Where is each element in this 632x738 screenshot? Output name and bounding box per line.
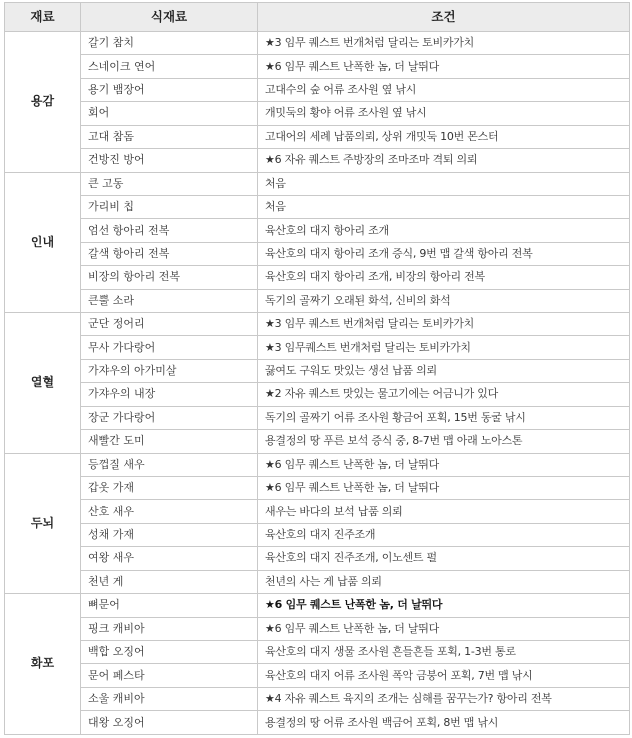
- ingredient-cell: 산호 새우: [81, 500, 258, 523]
- table-row: [5, 477, 630, 500]
- table-row: [5, 172, 630, 195]
- header-condition: 조건: [258, 3, 630, 32]
- table-row: [5, 453, 630, 476]
- condition-cell: 처음: [258, 172, 630, 195]
- ingredient-cell: 가리비 칩: [81, 195, 258, 218]
- header-category: 재료: [5, 3, 81, 32]
- table-row: [5, 640, 630, 663]
- condition-cell: 육산호의 대지 진주조개: [258, 523, 630, 546]
- table-row: [5, 313, 630, 336]
- condition-cell: 독기의 골짜기 어류 조사원 황금어 포획, 15번 동굴 낚시: [258, 406, 630, 429]
- category-cell: 열혈: [5, 313, 81, 454]
- ingredient-cell: 큰 고동: [81, 172, 258, 195]
- table-row: [5, 32, 630, 55]
- table-row: [5, 711, 630, 735]
- ingredient-cell: 고대 참돔: [81, 125, 258, 148]
- ingredient-cell: 갑옷 가재: [81, 477, 258, 500]
- table-row: [5, 500, 630, 523]
- table-row: [5, 617, 630, 640]
- table-row: [5, 664, 630, 687]
- condition-cell: ★3 임무 퀘스트 번개처럼 달리는 토비카가치: [258, 313, 630, 336]
- condition-cell: 천년의 사는 게 납품 의뢰: [258, 570, 630, 593]
- condition-cell: 육산호의 대지 생물 조사원 흔들흔들 포획, 1-3번 통로: [258, 640, 630, 663]
- condition-cell: ★3 임무퀘스트 번개처럼 달리는 토비카가치: [258, 336, 630, 359]
- ingredient-table: [4, 2, 630, 735]
- ingredient-cell: 문어 페스타: [81, 664, 258, 687]
- ingredient-cell: 천년 게: [81, 570, 258, 593]
- table-row: [5, 102, 630, 125]
- condition-cell: 용결정의 땅 푸른 보석 증식 중, 8-7번 맵 아래 노아스톤: [258, 430, 630, 453]
- ingredient-cell: 여왕 새우: [81, 547, 258, 570]
- ingredient-cell: 회어: [81, 102, 258, 125]
- condition-cell: ★4 자유 퀘스트 육지의 조개는 심해를 꿈꾸는가? 항아리 전복: [258, 687, 630, 710]
- ingredient-cell: 엄선 항아리 전복: [81, 219, 258, 242]
- condition-cell: 독기의 골짜기 오래된 화석, 신비의 화석: [258, 289, 630, 312]
- ingredient-cell: 무사 가다랑어: [81, 336, 258, 359]
- table-row: [5, 149, 630, 172]
- condition-cell: ★3 임무 퀘스트 번개처럼 달리는 토비카가치: [258, 32, 630, 55]
- category-cell: 두뇌: [5, 453, 81, 594]
- ingredient-cell: 비장의 항아리 전복: [81, 266, 258, 289]
- ingredient-cell: 건방진 방어: [81, 149, 258, 172]
- table-row: [5, 359, 630, 382]
- table-row: [5, 219, 630, 242]
- condition-cell: 고대어의 세례 납품의뢰, 상위 개밋둑 10번 몬스터: [258, 125, 630, 148]
- ingredient-cell: 스네이크 연어: [81, 55, 258, 78]
- table-row: [5, 336, 630, 359]
- table-row: [5, 195, 630, 218]
- condition-cell: 육산호의 대지 어류 조사원 폭악 금붕어 포획, 7번 맵 낚시: [258, 664, 630, 687]
- condition-cell: 고대수의 숲 어류 조사원 옆 낚시: [258, 78, 630, 101]
- condition-cell: 육산호의 대지 항아리 조개 증식, 9번 맵 갈색 항아리 전복: [258, 242, 630, 265]
- ingredient-cell: 장군 가다랑어: [81, 406, 258, 429]
- ingredient-cell: 군단 정어리: [81, 313, 258, 336]
- ingredient-cell: 성채 가재: [81, 523, 258, 546]
- table-row: [5, 523, 630, 546]
- table-row: [5, 430, 630, 453]
- table-row: [5, 406, 630, 429]
- ingredient-cell: 소울 캐비아: [81, 687, 258, 710]
- ingredient-cell: 갈기 참치: [81, 32, 258, 55]
- table-row: [5, 242, 630, 265]
- ingredient-cell: 뼈문어: [81, 594, 258, 617]
- table-row: [5, 570, 630, 593]
- table-row: [5, 266, 630, 289]
- condition-cell: ★6 임무 퀘스트 난폭한 놈, 더 날뛰다: [258, 617, 630, 640]
- category-cell: 화포: [5, 594, 81, 735]
- category-cell: 용감: [5, 32, 81, 173]
- ingredient-cell: 갈색 항아리 전복: [81, 242, 258, 265]
- table-row: [5, 383, 630, 406]
- ingredient-cell: 등껍질 새우: [81, 453, 258, 476]
- condition-cell: ★6 임무 퀘스트 난폭한 놈, 더 날뛰다: [258, 453, 630, 476]
- condition-cell: ★6 자유 퀘스트 주방장의 조마조마 격퇴 의뢰: [258, 149, 630, 172]
- condition-cell: 새우는 바다의 보석 납품 의뢰: [258, 500, 630, 523]
- condition-cell: 처음: [258, 195, 630, 218]
- header-row: [5, 3, 630, 32]
- condition-cell: ★6 임무 퀘스트 난폭한 놈, 더 날뛰다: [258, 477, 630, 500]
- condition-cell: 끓여도 구워도 맛있는 생선 납품 의뢰: [258, 359, 630, 382]
- ingredient-cell: 핑크 캐비아: [81, 617, 258, 640]
- ingredient-cell: 가쟈우의 내장: [81, 383, 258, 406]
- condition-cell: 용결정의 땅 어류 조사원 백금어 포획, 8번 맵 낚시: [258, 711, 630, 735]
- table-row: [5, 78, 630, 101]
- table-row: [5, 125, 630, 148]
- table-row: [5, 687, 630, 710]
- ingredient-cell: 대왕 오징어: [81, 711, 258, 735]
- ingredient-cell: 새빨간 도미: [81, 430, 258, 453]
- table-row: [5, 289, 630, 312]
- ingredient-cell: 백합 오징어: [81, 640, 258, 663]
- header-ingredient: 식재료: [81, 3, 258, 32]
- ingredient-cell: 용기 뱀장어: [81, 78, 258, 101]
- condition-cell: ★2 자유 퀘스트 맛있는 물고기에는 어금니가 있다: [258, 383, 630, 406]
- condition-cell: 육산호의 대지 항아리 조개, 비장의 항아리 전복: [258, 266, 630, 289]
- category-cell: 인내: [5, 172, 81, 313]
- table-row: [5, 55, 630, 78]
- ingredient-cell: 큰뿔 소라: [81, 289, 258, 312]
- condition-cell: ★6 임무 퀘스트 난폭한 놈, 더 날뛰다: [258, 55, 630, 78]
- table-row: [5, 547, 630, 570]
- condition-cell: 육산호의 대지 항아리 조개: [258, 219, 630, 242]
- condition-cell: 개밋둑의 황야 어류 조사원 옆 낚시: [258, 102, 630, 125]
- condition-cell: 육산호의 대지 진주조개, 이노센트 펄: [258, 547, 630, 570]
- table-row: [5, 594, 630, 617]
- condition-cell: ★6 임무 퀘스트 난폭한 놈, 더 날뛰다: [258, 594, 630, 617]
- ingredient-cell: 가쟈우의 아가미살: [81, 359, 258, 382]
